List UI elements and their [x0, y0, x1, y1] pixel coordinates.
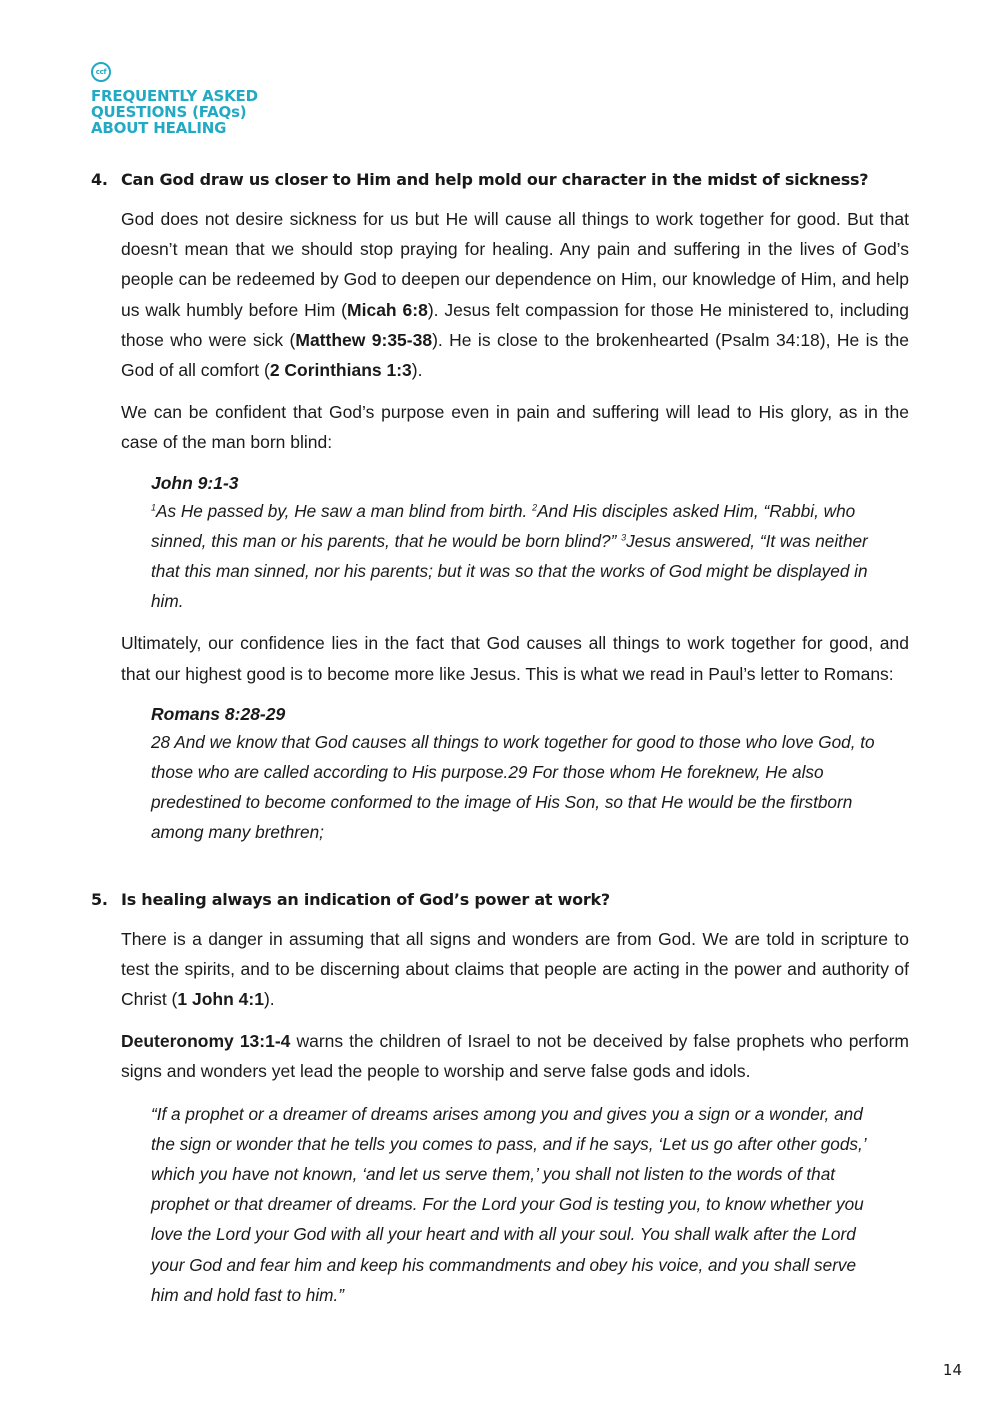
verse-number: 2 — [532, 501, 538, 512]
verse-number: 1 — [151, 501, 157, 512]
q5-paragraph-1 — [121, 924, 909, 1015]
page-header — [91, 62, 258, 136]
quote-reference: Romans 8:28-29 — [151, 703, 286, 724]
question-4-heading — [91, 168, 909, 192]
scripture-reference: Deuteronomy 13:1-4 — [121, 1031, 291, 1052]
scripture-quote-deuteronomy — [151, 1099, 879, 1310]
question-5-heading — [91, 888, 909, 912]
quote-text — [151, 496, 879, 617]
q4-paragraph-1 — [121, 204, 909, 385]
document-title — [91, 88, 258, 136]
title-line-1: FREQUENTLY ASKED — [91, 87, 258, 105]
section-spacer — [91, 860, 909, 888]
ccf-logo: ccf — [91, 62, 111, 82]
question-number: 4. — [91, 170, 108, 189]
text-run: ). — [411, 360, 423, 381]
scripture-reference: 1 John 4:1 — [177, 989, 264, 1010]
text-run: ). — [263, 989, 275, 1010]
text-run: ). He is close to the brokenhearted (Psalm 34:18), He is the God of all comfort ( — [121, 329, 909, 381]
verse-text: As He passed by, He saw a man blind from birth. — [156, 500, 533, 521]
scripture-quote-john — [151, 470, 879, 617]
scripture-reference: Micah 6:8 — [347, 299, 428, 320]
title-line-3: ABOUT HEALING — [91, 119, 227, 137]
q5-paragraph-2 — [121, 1026, 909, 1086]
quote-text: 28 And we know that God causes all things to work together for good to those who love God, to those who are called according to His purpose.29 For those whom He foreknew, He also predestined to become conformed to the image of His Son, so that He would be the firstborn among many brethren; — [151, 731, 875, 843]
text-run: warns the children of Israel to not be deceived by false prophets who perform signs and wonders yet lead the people to worship and serve false gods and idols. — [121, 1031, 909, 1082]
q4-paragraph-2: We can be confident that God’s purpose even in pain and suffering will lead to His glory, as in the case of the man born blind: — [121, 402, 909, 453]
scripture-reference: Matthew 9:35-38 — [295, 329, 433, 350]
scripture-reference: 2 Corinthians 1:3 — [269, 360, 412, 381]
verse-text: Jesus answered, “It was neither that this man sinned, nor his parents; but it was so that the works of God might be displayed in him. — [151, 530, 868, 612]
question-number: 5. — [91, 889, 108, 909]
verse-number: 3 — [621, 532, 627, 543]
page-content — [91, 168, 909, 1322]
question-title: Can God draw us closer to Him and help mold our character in the midst of sickness? — [121, 170, 869, 189]
scripture-quote-romans — [151, 701, 879, 848]
quote-reference: John 9:1-3 — [151, 472, 239, 493]
quote-text: “If a prophet or a dreamer of dreams arises among you and gives you a sign or a wonder, and the sign or wonder that he tells you comes to pass, and if he says, ‘Let us go after other gods,’ which you have not known, ‘and let us serve them,’ you shall not listen to the words of that prophet or that dreamer of dreams. For the Lord your God is testing you, to know whether you love the Lord your God with all your heart and with all your soul. You shall walk after the Lord your God and fear him and keep his commandments and obey his voice, and you shall serve him and hold fast to him.” — [151, 1103, 866, 1305]
q4-paragraph-3: Ultimately, our confidence lies in the fact that God causes all things to work together for good, and that our highest good is to become more like Jesus. This is what we read in Paul’s letter to Romans: — [121, 633, 909, 684]
question-title: Is healing always an indication of God’s power at work? — [121, 889, 610, 909]
verse-text: And His disciples asked Him, “Rabbi, who sinned, this man or his parents, that he would be born blind?” — [151, 500, 856, 551]
title-line-2: QUESTIONS (FAQs) — [91, 103, 247, 121]
page-number: 14 — [942, 1361, 962, 1379]
text-run: ). Jesus felt compassion for those He ministered to, including those who were sick ( — [121, 299, 910, 350]
text-run: There is a danger in assuming that all signs and wonders are from God. We are told in scripture to test the spirits, and to be discerning about claims that people are acting in the power and authority of Christ ( — [121, 928, 909, 1010]
text-run: God does not desire sickness for us but He will cause all things to work together for good. But that doesn’t mean that we should stop praying for healing. Any pain and suffering in the lives of God’s people can be redeemed by God to deepen our dependence on Him, our knowledge of Him, and help us walk humbly before Him ( — [121, 209, 909, 320]
